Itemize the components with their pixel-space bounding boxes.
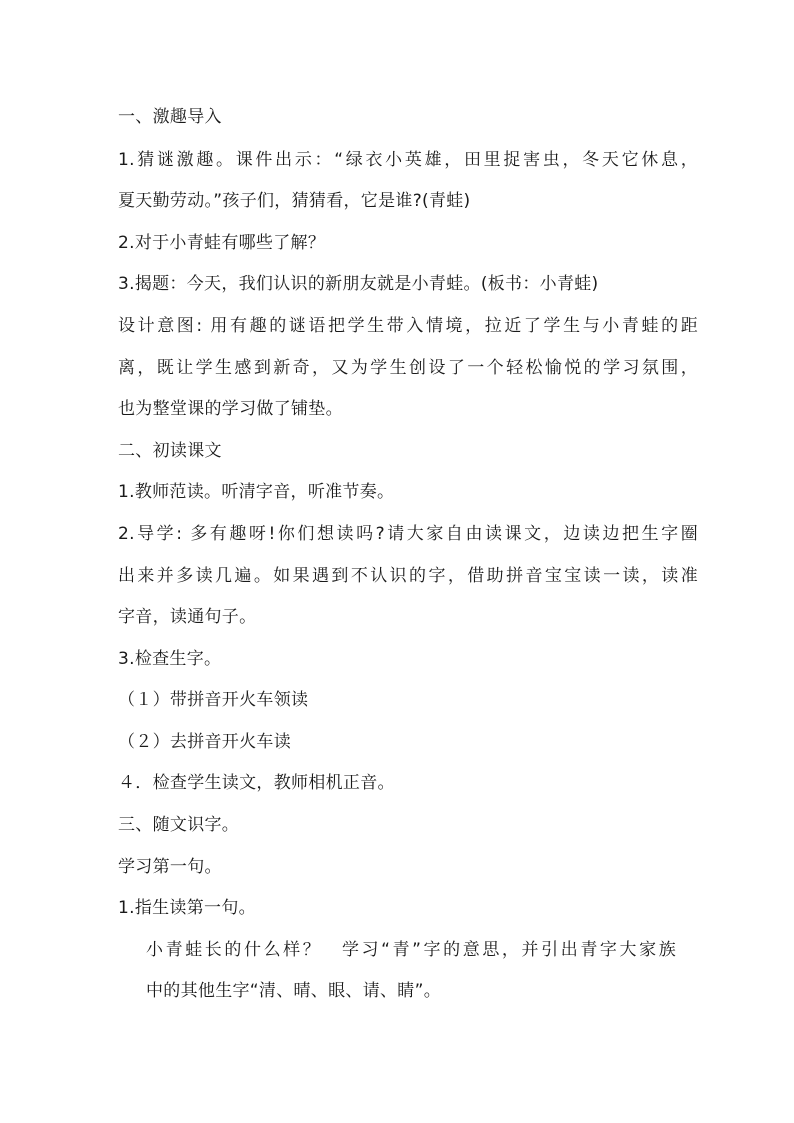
paragraph-line: 3.检查生字。 — [118, 649, 222, 669]
paragraph-line: 3.揭题：今天，我们认识的新朋友就是小青蛙。(板书：小青蛙) — [118, 274, 599, 294]
paragraph-line: 2.对于小青蛙有哪些了解？ — [118, 233, 326, 253]
paragraph-line: 2.导学: 多有趣呀!你们想读吗?请大家自由读课文，边读边把生字圈 — [118, 524, 698, 544]
paragraph-line: 离，既让学生感到新奇，又为学生创设了一个轻松愉悦的学习氛围， — [118, 358, 698, 378]
section-heading-reading: 二、初读课文 — [118, 441, 222, 461]
paragraph-line: 设计意图: 用有趣的谜语把学生带入情境，拉近了学生与小青蛙的距 — [118, 316, 698, 336]
paragraph-line: 1.教师范读。听清字音，听准节奏。 — [118, 482, 395, 502]
paragraph-line: 出来并多读几遍。如果遇到不认识的字，借助拼音宝宝读一读，读准 — [118, 566, 698, 586]
paragraph-line: 也为整堂课的学习做了铺垫。 — [118, 399, 343, 419]
paragraph-line: 夏天勤劳动。”孩子们，猜猜看，它是谁?(青蛙) — [118, 191, 471, 211]
paragraph-line: 小青蛙长的什么样？ 学习“青”字的意思，并引出青字大家族 — [146, 940, 676, 960]
list-item: （２）去拼音开火车读 — [118, 732, 291, 752]
paragraph-line: ４．检查学生读文，教师相机正音。 — [118, 773, 395, 793]
list-item: （１）带拼音开火车领读 — [118, 690, 309, 710]
paragraph-line: 中的其他生字“清、晴、眼、请、睛”。 — [146, 981, 442, 1001]
paragraph-line: 学习第一句。 — [118, 857, 222, 877]
section-heading-literacy: 三、随文识字。 — [118, 815, 240, 835]
paragraph-line: 1.猜谜激趣。课件出示：“绿衣小英雄，田里捉害虫，冬天它休息， — [118, 150, 698, 170]
paragraph-line: 字音，读通句子。 — [118, 607, 257, 627]
paragraph-line: 1.指生读第一句。 — [118, 898, 256, 918]
section-heading-intro: 一、激趣导入 — [118, 107, 222, 127]
